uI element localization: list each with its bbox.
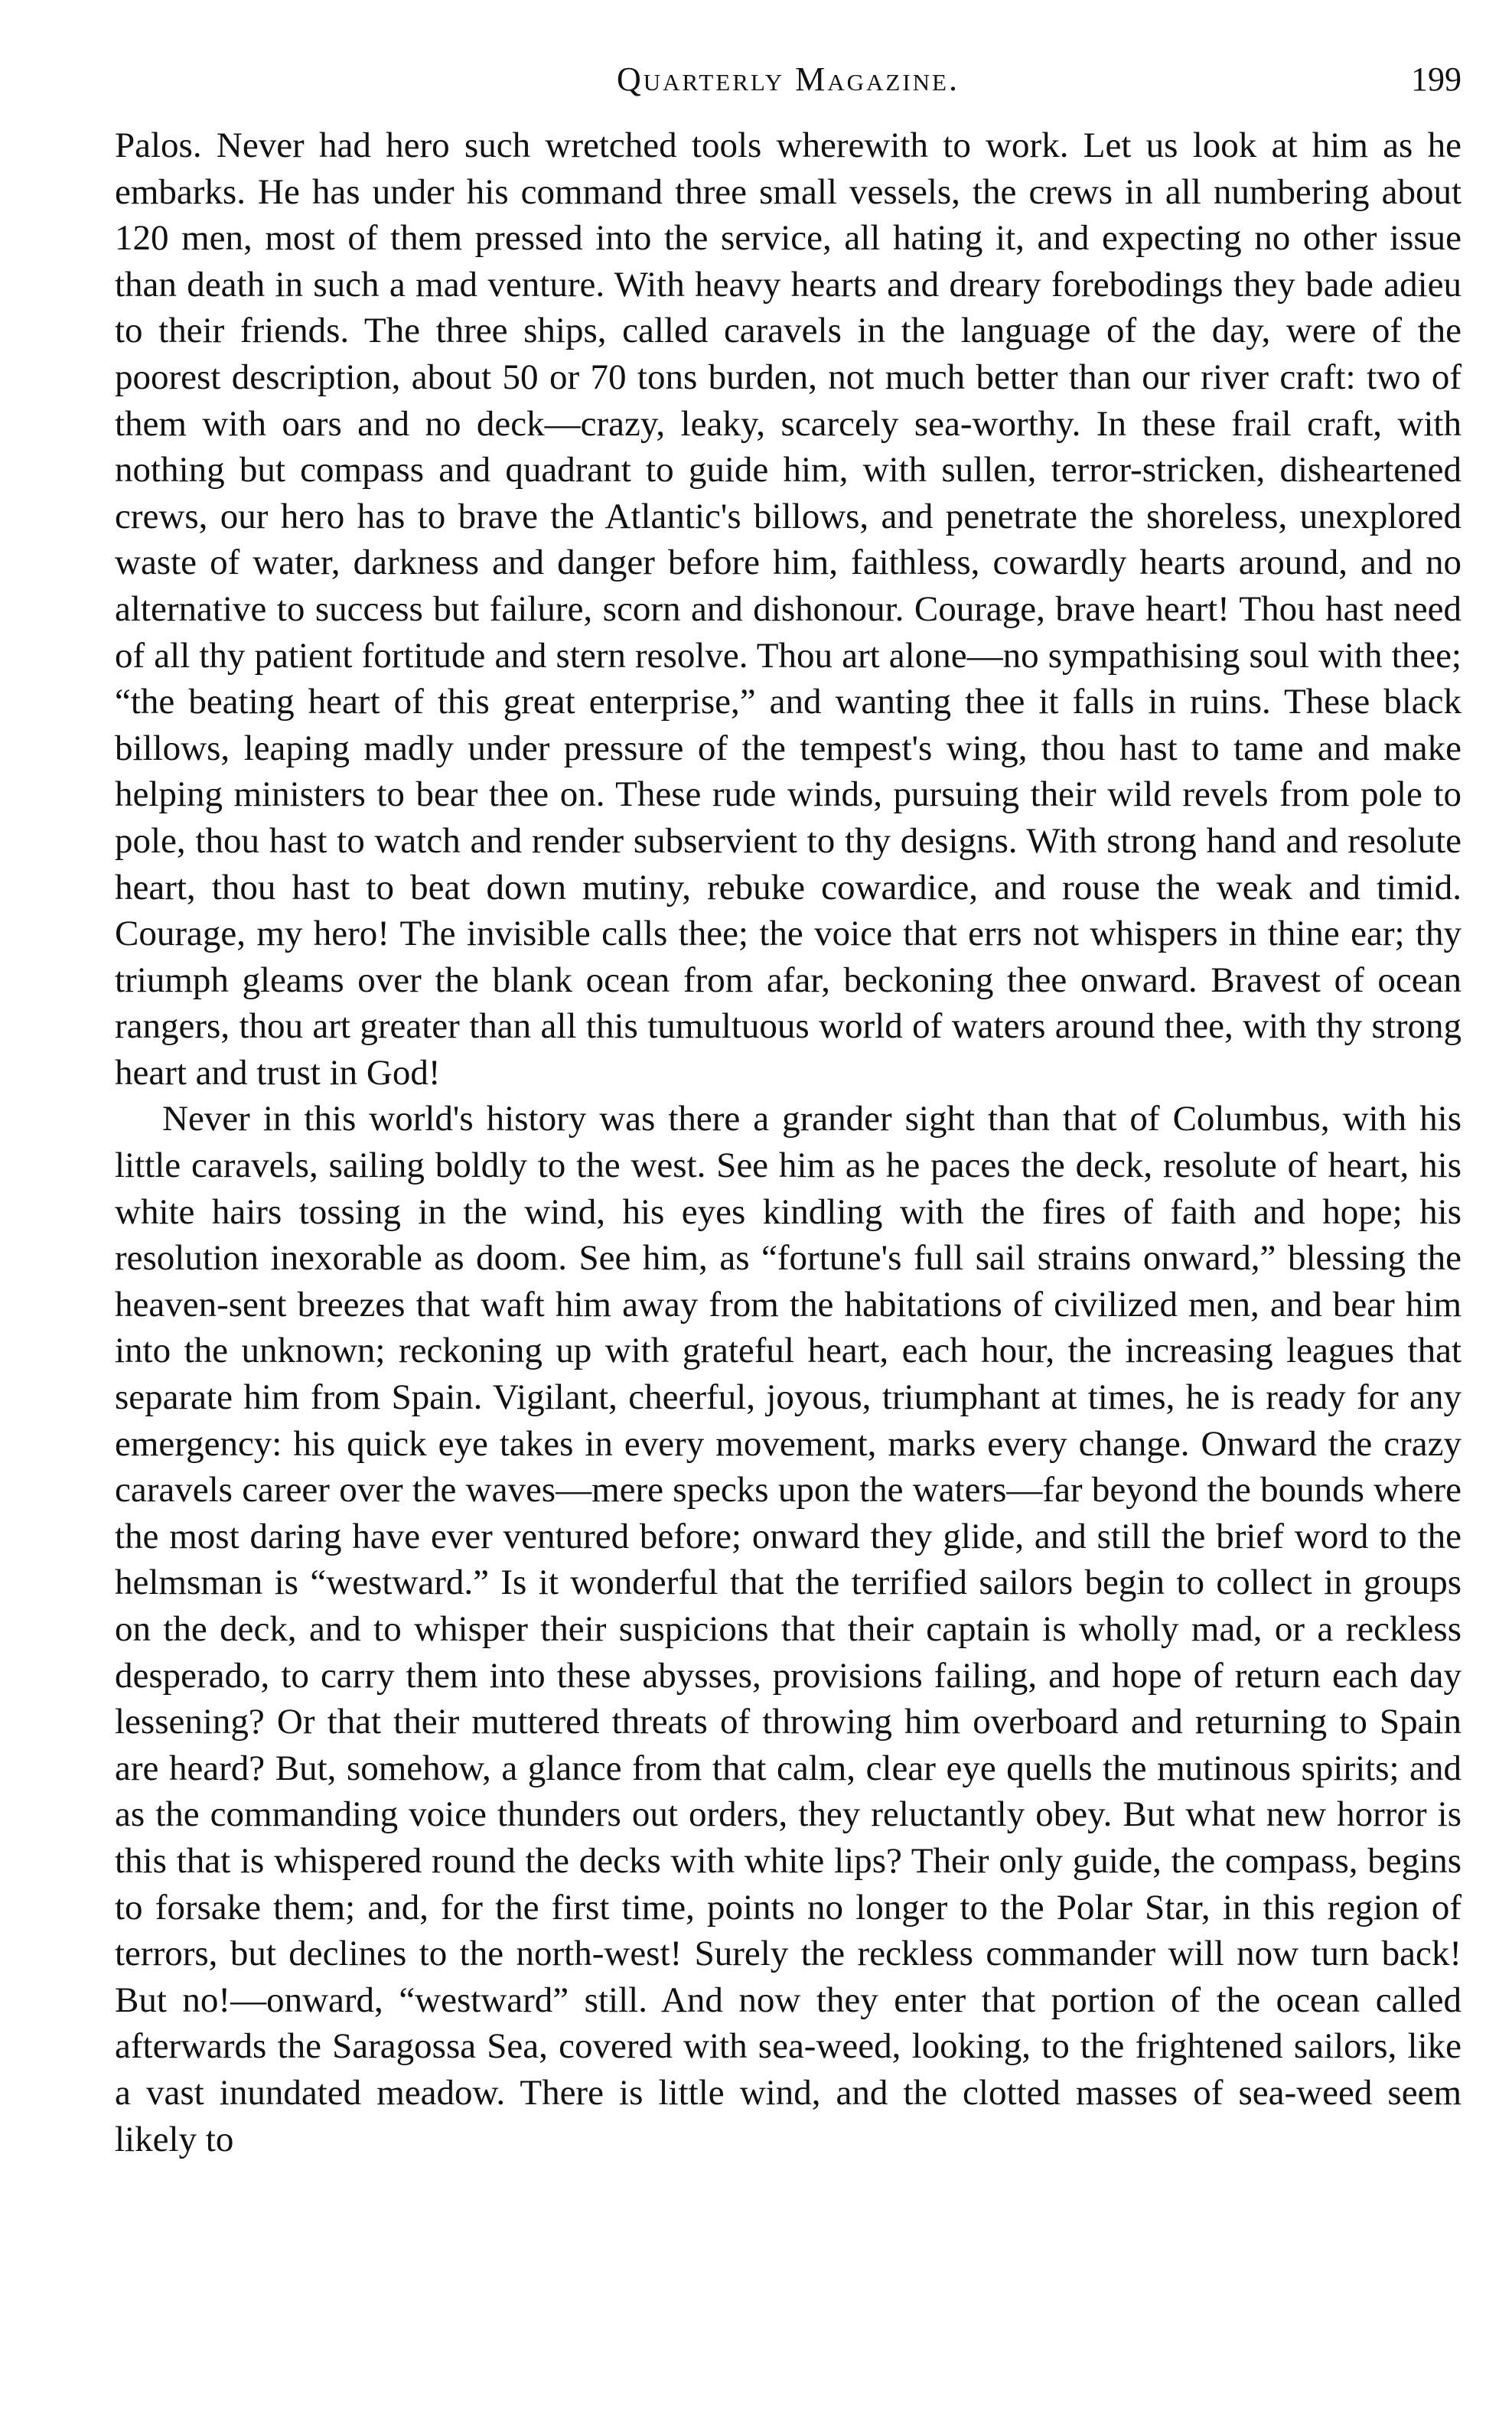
- body-text: [115, 122, 1461, 2162]
- page-number: 199: [1411, 60, 1461, 98]
- running-title: Quarterly Magazine.: [616, 60, 960, 98]
- paragraph-continued: Palos. Never had hero such wretched tools wherewith to work. Let us look at him as he embarks. He has under his command three small vessels, the crews in all numbering about 120 men, most of them pressed into the service, all hating it, and expecting no other issue than death in such a mad venture. With heavy hearts and dreary forebodings they bade adieu to their friends. The three ships, called caravels in the language of the day, were of the poorest description, about 50 or 70 tons burden, not much better than our river craft: two of them with oars and no deck—crazy, leaky, scarcely sea-worthy. In these frail craft, with nothing but compass and quadrant to guide him, with sullen, terror-stricken, disheartened crews, our hero has to brave the Atlantic's billows, and penetrate the shoreless, unexplored waste of water, darkness and danger before him, faithless, cowardly hearts around, and no alternative to success but failure, scorn and dishonour. Courage, brave heart! Thou hast need of all thy patient fortitude and stern resolve. Thou art alone—no sympathising soul with thee; “the beating heart of this great enterprise,” and wanting thee it falls in ruins. These black billows, leaping madly under pressure of the tempest's wing, thou hast to tame and make helping ministers to bear thee on. These rude winds, pursuing their wild revels from pole to pole, thou hast to watch and render subservient to thy designs. With strong hand and resolute heart, thou hast to beat down mutiny, rebuke cowardice, and rouse the weak and timid. Courage, my hero! The invisible calls thee; the voice that errs not whispers in thine ear; thy triumph gleams over the blank ocean from afar, beckoning thee onward. Bravest of ocean rangers, thou art greater than all this tumultuous world of waters around thee, with thy strong heart and trust in God!: [115, 125, 1461, 1093]
- running-head: [115, 31, 1461, 122]
- paragraph-columbus: Never in this world's history was there a grander sight than that of Columbus, with his little caravels, sailing boldly to the west. See him as he paces the deck, resolute of heart, his white hairs tossing in the wind, his eyes kindling with the fires of faith and hope; his resolution inexorable as doom. See him, as “fortune's full sail strains onward,” blessing the heaven-sent breezes that waft him away from the habitations of civilized men, and bear him into the unknown; reckoning up with grateful heart, each hour, the increasing leagues that separate him from Spain. Vigilant, cheerful, joyous, triumphant at times, he is ready for any emergency: his quick eye takes in every movement, marks every change. Onward the crazy caravels career over the waves—mere specks upon the waters—far beyond the bounds where the most daring have ever ventured before; onward they glide, and still the brief word to the helmsman is “westward.” Is it wonderful that the terrified sailors begin to collect in groups on the deck, and to whisper their suspicions that their captain is wholly mad, or a reckless desperado, to carry them into these abysses, provisions failing, and hope of return each day lessening? Or that their muttered threats of throwing him overboard and returning to Spain are heard? But, somehow, a glance from that calm, clear eye quells the mutinous spirits; and as the commanding voice thunders out orders, they reluctantly obey. But what new horror is this that is whispered round the decks with white lips? Their only guide, the compass, begins to forsake them; and, for the first time, points no longer to the Polar Star, in this region of terrors, but declines to the north-west! Surely the reckless commander will now turn back! But no!—onward, “westward” still. And now they enter that portion of the ocean called afterwards the Saragossa Sea, covered with sea-weed, looking, to the frightened sailors, like a vast inundated meadow. There is little wind, and the clotted masses of sea-weed seem likely to: [115, 1099, 1461, 2159]
- book-page: [115, 31, 1461, 2403]
